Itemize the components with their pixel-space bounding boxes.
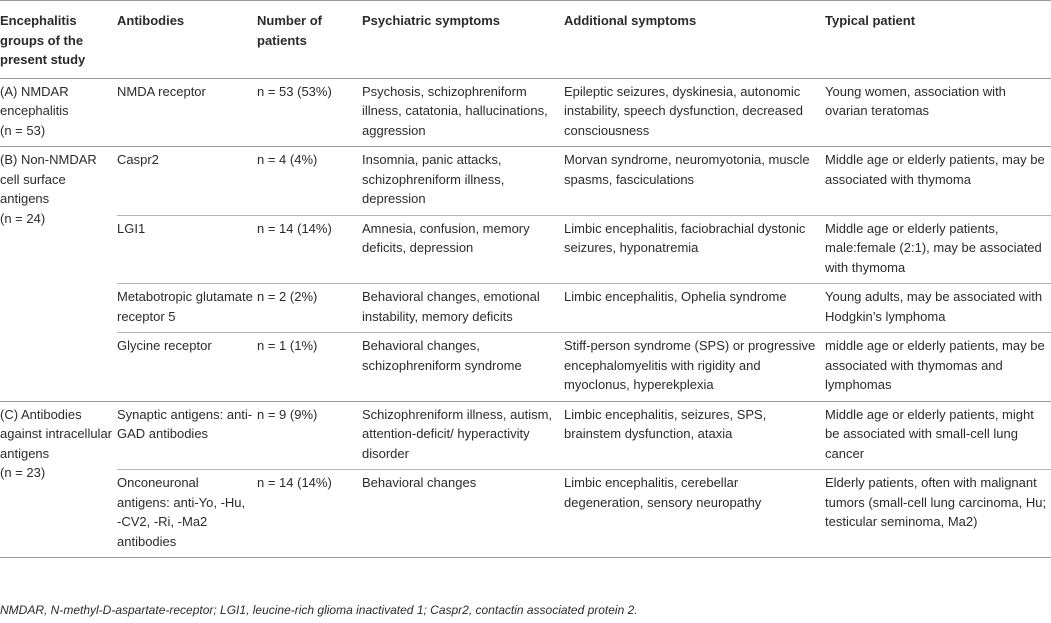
table-row <box>0 470 1051 558</box>
header-number-of-patients: Number of patients <box>257 1 362 79</box>
psychiatric-cell: Psychosis, schizophreniform illness, catatonia, hallucinations, aggression <box>362 78 564 147</box>
patients-cell: n = 9 (9%) <box>257 401 362 470</box>
antibody-cell: Caspr2 <box>117 147 257 216</box>
psychiatric-cell: Amnesia, confusion, memory deficits, depression <box>362 215 564 284</box>
table-row <box>0 284 1051 333</box>
patients-cell: n = 1 (1%) <box>257 333 362 402</box>
group-label: (B) Non-NMDAR cell surface antigens <box>0 152 97 206</box>
header-typical-patient: Typical patient <box>825 1 1051 79</box>
typical-cell: Middle age or elderly patients, male:female (2:1), may be associated with thymoma <box>825 215 1051 284</box>
group-count: (n = 23) <box>0 465 46 480</box>
group-label: (A) NMDAR encephalitis <box>0 83 69 118</box>
table-row <box>0 78 1051 147</box>
group-count: (n = 24) <box>0 210 46 226</box>
patients-cell: n = 4 (4%) <box>257 147 362 216</box>
antibody-cell: Synaptic antigens: anti-GAD antibodies <box>117 401 257 470</box>
additional-cell: Stiff-person syndrome (SPS) or progressive encephalomyelitis with rigidity and myoclonus, hyperekplexia <box>564 333 825 402</box>
additional-cell: Limbic encephalitis, seizures, SPS, brainstem dysfunction, ataxia <box>564 401 825 470</box>
header-psychiatric-symptoms: Psychiatric symptoms <box>362 1 564 79</box>
header-groups: Encephalitis groups of the present study <box>0 1 117 79</box>
table-footnote: NMDAR, N-methyl-D-aspartate-receptor; LGI1, leucine-rich glioma inactivated 1; Caspr2, contactin associated protein 2. <box>0 603 638 617</box>
table-row <box>0 333 1051 402</box>
typical-cell: Middle age or elderly patients, might be associated with small-cell lung cancer <box>825 401 1051 470</box>
group-cell <box>0 78 117 147</box>
psychiatric-cell: Behavioral changes, emotional instability, memory deficits <box>362 284 564 333</box>
additional-cell: Limbic encephalitis, cerebellar degeneration, sensory neuropathy <box>564 470 825 558</box>
antibody-cell: Onconeuronal antigens: anti-Yo, -Hu, -CV2, -Ri, -Ma2 antibodies <box>117 470 257 558</box>
additional-cell: Morvan syndrome, neuromyotonia, muscle spasms, fasciculations <box>564 147 825 216</box>
header-additional-symptoms: Additional symptoms <box>564 1 825 79</box>
typical-cell: Middle age or elderly patients, may be associated with thymoma <box>825 147 1051 216</box>
antibody-cell: Glycine receptor <box>117 333 257 402</box>
psychiatric-cell: Schizophreniform illness, autism, attention-deficit/ hyperactivity disorder <box>362 401 564 470</box>
typical-cell: middle age or elderly patients, may be associated with thymomas and lymphomas <box>825 333 1051 402</box>
additional-cell: Limbic encephalitis, faciobrachial dystonic seizures, hyponatremia <box>564 215 825 284</box>
table-header-row <box>0 1 1051 79</box>
patients-cell: n = 53 (53%) <box>257 78 362 147</box>
antibody-cell: NMDA receptor <box>117 78 257 147</box>
table-row <box>0 401 1051 470</box>
psychiatric-cell: Behavioral changes <box>362 470 564 558</box>
antibody-cell: Metabotropic glutamate receptor 5 <box>117 284 257 333</box>
patients-cell: n = 2 (2%) <box>257 284 362 333</box>
typical-cell: Young women, association with ovarian teratomas <box>825 78 1051 147</box>
group-cell <box>0 147 117 402</box>
patients-cell: n = 14 (14%) <box>257 470 362 558</box>
typical-cell: Elderly patients, often with malignant tumors (small-cell lung carcinoma, Hu; testicular seminoma, Ma2) <box>825 470 1051 558</box>
group-count: (n = 53) <box>0 122 46 138</box>
psychiatric-cell: Insomnia, panic attacks, schizophreniform illness, depression <box>362 147 564 216</box>
header-antibodies: Antibodies <box>117 1 257 79</box>
group-cell <box>0 401 117 558</box>
group-label: (C) Antibodies against intracellular antigens <box>0 406 113 461</box>
psychiatric-cell: Behavioral changes, schizophreniform syndrome <box>362 333 564 402</box>
table-row <box>0 147 1051 216</box>
additional-cell: Limbic encephalitis, Ophelia syndrome <box>564 284 825 333</box>
typical-cell: Young adults, may be associated with Hodgkin’s lymphoma <box>825 284 1051 333</box>
patients-cell: n = 14 (14%) <box>257 215 362 284</box>
additional-cell: Epileptic seizures, dyskinesia, autonomic instability, speech dysfunction, decreased consciousness <box>564 78 825 147</box>
antibody-cell: LGI1 <box>117 215 257 284</box>
table-row <box>0 215 1051 284</box>
